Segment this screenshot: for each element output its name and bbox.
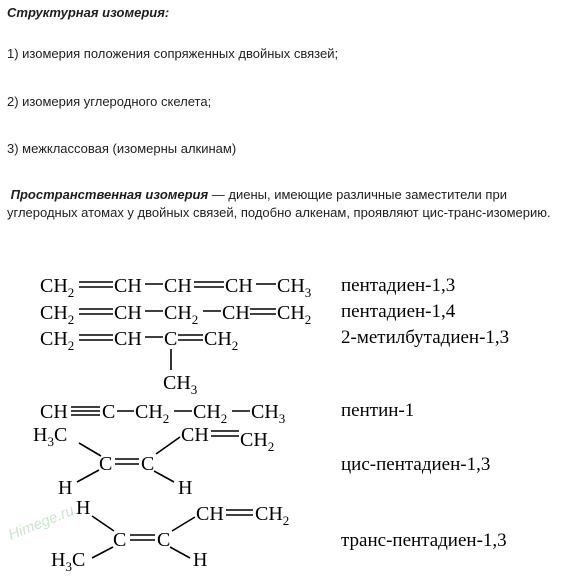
atom-ch: CH [114,275,142,297]
single-bond [92,516,114,531]
structural-item-2: 2) изомерия углеродного скелета; [7,94,212,109]
spatial-isomerism-text: — диены, имеющие различные заместители при углеродных атомах у двойных связей, подобно алкенам, проявляют цис-транс-изомерию. [7,187,551,220]
atom-ch: CH [164,275,192,297]
single-bond [172,517,195,531]
compound-name: 2-метилбутадиен-1,3 [341,327,510,348]
atom-h: H [193,549,208,571]
formula-pentyne-1 [40,400,414,426]
single-bond [79,443,101,456]
atom-h3-sub: 3 [65,559,72,574]
atom-ch2: CH [204,328,232,350]
atom-ch2: CH [164,302,192,324]
svg-text:CH2 [135,401,169,426]
atom-ch2-sub: 2 [267,439,275,454]
svg-text:CH2 [164,302,198,327]
atom-ch: CH [40,401,68,423]
svg-text:CH2 [40,328,74,353]
svg-text:CH2 [204,328,238,353]
single-bond [92,547,113,558]
atom-ch2-sub: 2 [162,411,170,426]
compound-name: пентадиен-1,3 [341,275,456,296]
atom-c: C [141,453,155,475]
atom-ch3: CH [163,372,191,394]
svg-text:CH3 [277,275,311,300]
atom-c: C [53,424,68,446]
atom-ch: CH [114,302,142,324]
spatial-isomerism-heading: Пространственная изомерия [10,187,209,202]
atom-ch3: CH [277,275,305,297]
svg-text:CH2 [255,503,289,528]
atom-c: C [71,549,86,571]
svg-text:CH2 [40,275,74,300]
atom-c: C [102,401,116,423]
atom-h: H [58,477,73,499]
atom-ch2: CH [40,328,68,350]
atom-ch2: CH [255,503,283,525]
atom-h3-sub: 3 [47,434,54,449]
single-bond [156,437,180,454]
atom-ch2-sub: 2 [191,312,199,327]
atom-ch2-sub: 2 [67,285,75,300]
structural-isomerism-heading: Структурная изомерия: [7,5,170,20]
svg-text:H3C [33,424,67,449]
atom-ch2-sub: 2 [67,338,75,353]
formula-cis-pentadiene-1-3 [33,424,490,499]
atom-c: C [157,529,171,551]
svg-text:CH3 [251,401,285,426]
compound-name: цис-пентадиен-1,3 [341,454,491,475]
watermark: Himege.ru [6,502,77,544]
single-bond [77,470,99,482]
formula-trans-pentadiene-1-3 [51,497,507,574]
atom-ch2: CH [40,302,68,324]
atom-ch2: CH [193,401,221,423]
atom-ch2: CH [135,401,163,423]
structural-item-3: 3) межклассовая (изомерны алкинам) [7,141,237,156]
formula-pentadiene-1-3 [40,275,455,300]
svg-text:CH2 [193,401,227,426]
atom-h: H [51,549,66,571]
atom-c: C [99,453,113,475]
atom-ch2: CH [240,429,268,451]
atom-h: H [33,424,48,446]
atom-c: C [113,529,127,551]
atom-ch: CH [222,302,250,324]
compound-name: пентин-1 [341,400,415,421]
atom-ch2-sub: 2 [282,513,290,528]
atom-ch2-sub: 2 [231,338,239,353]
svg-text:CH2 [240,429,274,454]
svg-text:H3C [51,549,85,574]
single-bond [154,471,174,482]
formula-2-methylbutadiene-1-3 [40,327,509,397]
formula-pentadiene-1-4 [40,301,456,327]
atom-ch2-sub: 2 [304,312,312,327]
single-bond [170,547,190,558]
atom-ch2-sub: 2 [67,312,75,327]
atom-ch3: CH [251,401,279,423]
atom-ch3-sub: 3 [304,285,312,300]
atom-h: H [76,497,91,519]
atom-ch2-sub: 2 [220,411,228,426]
compound-name: пентадиен-1,4 [341,301,456,322]
svg-text:CH2 [40,302,74,327]
svg-text:CH3 [163,372,197,397]
atom-ch: CH [114,328,142,350]
atom-ch2: CH [40,275,68,297]
atom-ch3-sub: 3 [278,411,286,426]
structural-item-1: 1) изомерия положения сопряженных двойных связей; [7,46,339,61]
atom-ch: CH [181,424,209,446]
atom-ch: CH [225,275,253,297]
atom-ch3-sub: 3 [190,382,198,397]
atom-ch2: CH [277,302,305,324]
atom-c: C [164,328,178,350]
atom-ch: CH [196,503,224,525]
compound-name: транс-пентадиен-1,3 [341,530,507,551]
svg-text:CH2 [277,302,311,327]
atom-h: H [178,477,193,499]
